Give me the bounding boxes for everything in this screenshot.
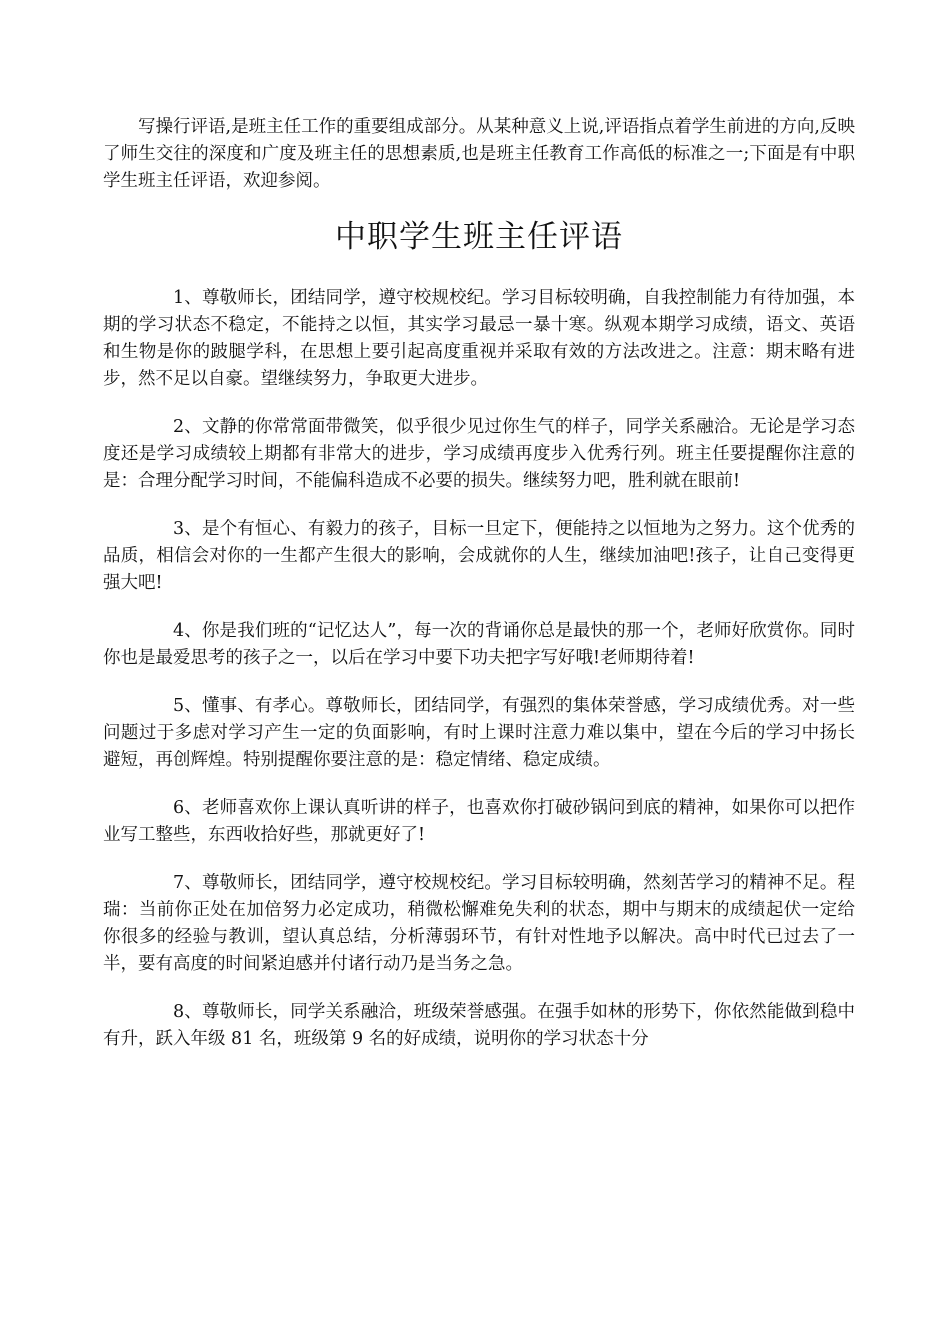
document-page [103, 114, 855, 1074]
comment-paragraph-8: 8、尊敬师长，同学关系融洽，班级荣誉感强。在强手如林的形势下，你依然能做到稳中有升，跃入年级 81 名，班级第 9 名的好成绩，说明你的学习状态十分 [103, 1002, 855, 1049]
comment-paragraph-6: 6、老师喜欢你上课认真听讲的样子，也喜欢你打破砂锅问到底的精神，如果你可以把作业写工整些，东西收拾好些，那就更好了! [103, 798, 855, 845]
comment-paragraph-1: 1、尊敬师长，团结同学，遵守校规校纪。学习目标较明确，自我控制能力有待加强，本期的学习状态不稳定，不能持之以恒，其实学习最忌一暴十寒。纵观本期学习成绩，语文、英语和生物是你的跛腿学科，在思想上要引起高度重视并采取有效的方法改进之。注意：期末略有进步，然不足以自豪。望继续努力，争取更大进步。 [103, 288, 855, 389]
intro-paragraph: 写操行评语,是班主任工作的重要组成部分。从某种意义上说,评语指点着学生前进的方向,反映了师生交往的深度和广度及班主任的思想素质,也是班主任教育工作高低的标准之一;下面是有中职学生班主任评语，欢迎参阅。 [103, 117, 855, 191]
comment-paragraph-7: 7、尊敬师长，团结同学，遵守校规校纪。学习目标较明确，然刻苦学习的精神不足。程瑞：当前你正处在加倍努力必定成功，稍微松懈难免失利的状态，期中与期末的成绩起伏一定给你很多的经验与教训，望认真总结，分析薄弱环节，有针对性地予以解决。高中时代已过去了一半，要有高度的时间紧迫感并付诸行动乃是当务之急。 [103, 873, 855, 974]
comment-paragraph-4: 4、你是我们班的“记忆达人”，每一次的背诵你总是最快的那一个，老师好欣赏你。同时你也是最爱思考的孩子之一，以后在学习中要下功夫把字写好哦!老师期待着! [103, 621, 855, 668]
comment-paragraph-3: 3、是个有恒心、有毅力的孩子，目标一旦定下，便能持之以恒地为之努力。这个优秀的品质，相信会对你的一生都产生很大的影响，会成就你的人生，继续加油吧!孩子，让自己变得更强大吧! [103, 519, 855, 593]
document-title: 中职学生班主任评语 [335, 219, 623, 255]
comment-paragraph-5: 5、懂事、有孝心。尊敬师长，团结同学，有强烈的集体荣誉感，学习成绩优秀。对一些问题过于多虑对学习产生一定的负面影响，有时上课时注意力难以集中，望在今后的学习中扬长避短，再创辉煌。特别提醒你要注意的是：稳定情绪、稳定成绩。 [103, 696, 855, 770]
comment-paragraph-2: 2、文静的你常常面带微笑，似乎很少见过你生气的样子，同学关系融洽。无论是学习态度还是学习成绩较上期都有非常大的进步，学习成绩再度步入优秀行列。班主任要提醒你注意的是：合理分配学习时间，不能偏科造成不必要的损失。继续努力吧，胜利就在眼前! [103, 417, 855, 491]
